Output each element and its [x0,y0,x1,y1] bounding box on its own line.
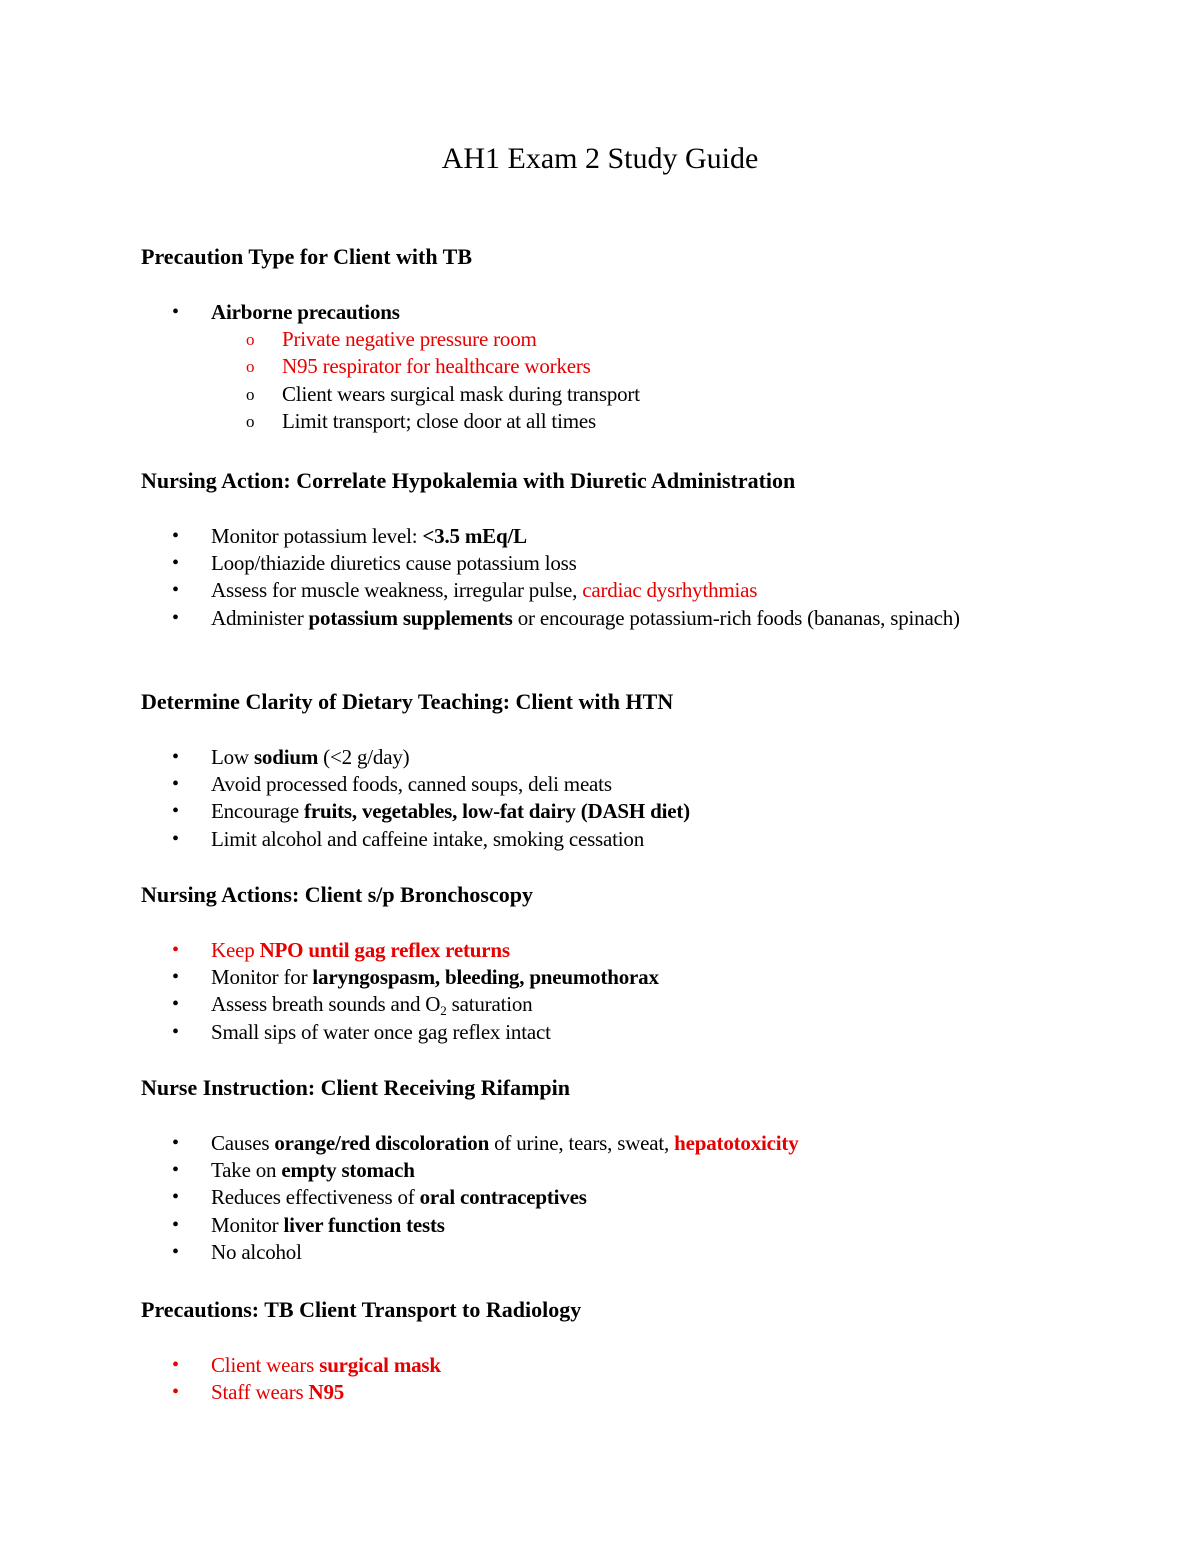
sub-bullet-icon: o [246,411,255,431]
list-item [0,1239,1011,1266]
section-list-tb-precaution [0,299,1200,435]
section-heading-tb-precaution: Precaution Type for Client with TB [141,244,473,269]
list-item-text: Monitor for [211,965,313,990]
list-item-text: Assess breath sounds and O [211,992,441,1017]
section-heading-bronchoscopy: Nursing Actions: Client s/p Bronchoscopy [141,882,533,907]
list-item-text: Monitor potassium level: [211,524,423,548]
bullet-icon: • [172,525,179,547]
section-list-tb-transport [0,1352,1200,1406]
section-list-rifampin [0,1130,1200,1266]
bullet-icon: • [172,1240,179,1263]
list-item-text: Encourage [211,799,305,824]
sub-list-item [0,408,982,435]
list-item-text: No alcohol [211,1239,302,1264]
bullet-icon: • [172,966,179,989]
bullet-icon: • [172,1381,179,1404]
bullet-icon: • [172,1132,179,1154]
bullet-icon: • [172,1159,179,1182]
list-item-bold: <3.5 mEq/L [422,524,527,548]
sub-list-item [0,326,982,353]
list-item-text: (<2 g/day) [318,745,410,769]
list-item [0,1379,1011,1406]
list-item [0,991,1011,1018]
sub-list-item [0,381,982,408]
list-item-text: Limit alcohol and caffeine intake, smoking cessation [211,826,644,851]
list-item-text: Small sips of water once gag reflex intact [211,1019,551,1044]
list-item [0,299,1011,326]
list-item-text: Administer [211,605,309,630]
list-item-text: Keep [211,938,260,962]
bullet-icon: • [172,579,179,602]
list-item [0,577,1011,604]
list-item-text: saturation [446,992,533,1017]
list-item [0,937,1011,964]
sub-list-item-text: Limit transport; close door at all times [282,408,596,433]
list-item [0,1130,1011,1157]
list-item [0,1184,1011,1211]
list-item-bold: potassium supplements [308,605,513,630]
list-item-text: Monitor [211,1212,284,1237]
bullet-icon: • [172,1186,179,1209]
bullet-icon: • [172,773,179,796]
list-item-bold: fruits, vegetables, low-fat dairy (DASH diet) [304,799,690,824]
list-item-text: of urine, tears, sweat, [489,1131,675,1155]
bullet-icon: • [172,301,179,323]
list-item-text: Causes [211,1131,275,1155]
list-item-text: Low [211,745,254,769]
subscript: 2 [440,1003,447,1019]
list-item [0,1157,1011,1184]
list-item-bold: laryngospasm, bleeding, pneumothorax [312,965,659,990]
sub-bullet-icon: o [246,384,255,404]
bullet-icon: • [172,1354,179,1376]
list-item-bold: surgical mask [319,1353,441,1377]
bullet-icon: • [172,552,179,575]
section-heading-rifampin: Nurse Instruction: Client Receiving Rifampin [141,1075,570,1100]
list-item-bold: empty stomach [281,1158,415,1183]
bullet-icon: • [172,827,179,850]
list-item-red-bold: hepatotoxicity [674,1131,799,1155]
list-item [0,605,1011,632]
list-item [0,1019,1011,1046]
list-item [0,550,1011,577]
list-item-text: Loop/thiazide diuretics cause potassium loss [211,551,577,576]
sub-bullet-icon: o [246,357,255,377]
bullet-icon: • [172,1213,179,1236]
list-item-red: cardiac dysrhythmias [582,578,758,603]
list-item-bold: sodium [253,745,319,769]
list-item-text: Avoid processed foods, canned soups, deli meats [211,772,612,797]
section-heading-tb-transport: Precautions: TB Client Transport to Radiology [141,1297,582,1322]
document-title: AH1 Exam 2 Study Guide [441,142,759,175]
list-item [0,964,1011,991]
section-list-htn-diet [0,744,1200,853]
list-item-bold: oral contraceptives [419,1185,587,1210]
list-item [0,523,1011,550]
list-item-text: Take on [211,1158,282,1183]
sub-list-item-text: Client wears surgical mask during transport [282,381,640,406]
section-heading-hypokalemia: Nursing Action: Correlate Hypokalemia with Diuretic Administration [141,468,796,493]
sub-list-item [0,353,982,380]
bullet-icon: • [172,746,179,768]
list-item-bold: NPO until gag reflex returns [259,938,510,962]
bullet-icon: • [172,800,179,823]
section-heading-htn-diet: Determine Clarity of Dietary Teaching: Client with HTN [141,689,674,714]
sub-list-item-text: N95 respirator for healthcare workers [282,354,591,379]
bullet-icon: • [172,993,179,1016]
bullet-icon: • [172,1020,179,1043]
list-item-text: Airborne precautions [211,300,400,324]
bullet-icon: • [172,606,179,629]
list-item-text: Client wears [211,1353,320,1377]
list-item-text: Staff wears [211,1380,309,1405]
list-item-bold: N95 [308,1380,345,1405]
list-item [0,798,1011,825]
list-item [0,1212,1011,1239]
list-item [0,826,1011,853]
list-item [0,1352,1011,1379]
list-item [0,771,1011,798]
section-list-bronchoscopy [0,937,1200,1046]
list-item-text: Assess for muscle weakness, irregular pulse, [211,578,583,603]
list-item-text: Reduces effectiveness of [211,1185,420,1210]
list-item [0,744,1011,771]
bullet-icon: • [172,939,179,961]
list-item-text: or encourage potassium-rich foods (bananas, spinach) [512,605,960,630]
list-item-bold: orange/red discoloration [274,1131,490,1155]
section-list-hypokalemia [0,523,1200,632]
list-item-bold: liver function tests [283,1212,445,1237]
sub-list-item-text: Private negative pressure room [282,327,537,352]
sub-bullet-icon: o [246,330,255,350]
